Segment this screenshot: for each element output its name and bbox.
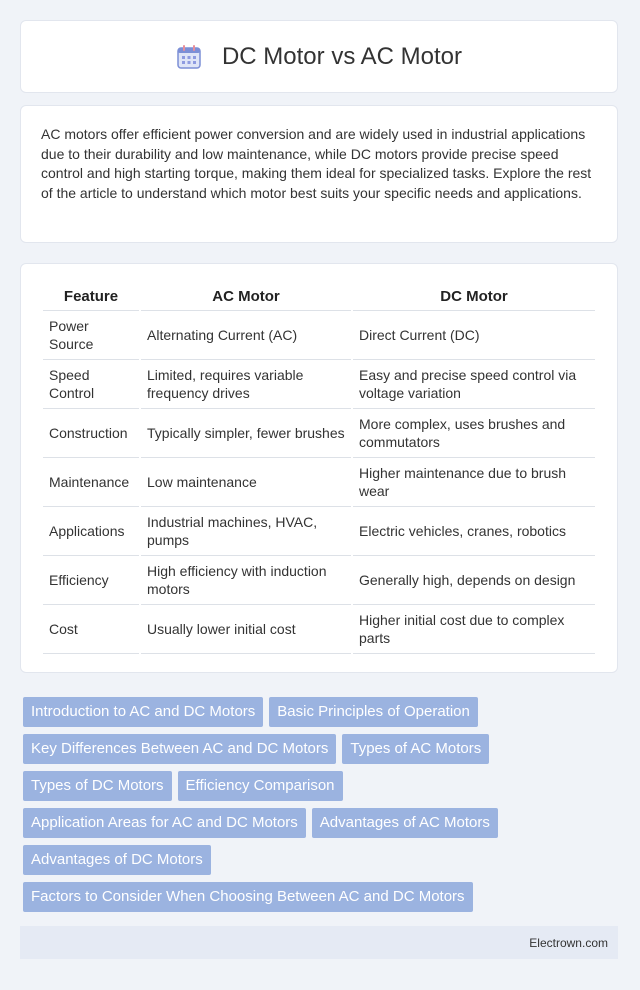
- table-cell-ac: Alternating Current (AC): [141, 311, 351, 360]
- table-cell-dc: Generally high, depends on design: [353, 556, 595, 605]
- column-header-ac-motor: AC Motor: [141, 282, 351, 311]
- table-row: [43, 360, 595, 409]
- table-row: [43, 458, 595, 507]
- table-cell-dc: Easy and precise speed control via voltage variation: [353, 360, 595, 409]
- comparison-table-card: [20, 263, 618, 673]
- table-cell-ac: Industrial machines, HVAC, pumps: [141, 507, 351, 556]
- table-header-row: [43, 282, 595, 311]
- table-cell-ac: Typically simpler, fewer brushes: [141, 409, 351, 458]
- table-row: [43, 311, 595, 360]
- intro-card: [20, 105, 618, 243]
- tag-link[interactable]: Basic Principles of Operation: [269, 697, 478, 727]
- calendar-icon: [176, 44, 202, 70]
- table-cell-feature: Maintenance: [43, 458, 139, 507]
- table-cell-ac: High efficiency with induction motors: [141, 556, 351, 605]
- tag-link[interactable]: Application Areas for AC and DC Motors: [23, 808, 306, 838]
- tag-link[interactable]: Advantages of AC Motors: [312, 808, 498, 838]
- tag-link[interactable]: Advantages of DC Motors: [23, 845, 211, 875]
- table-cell-feature: Power Source: [43, 311, 139, 360]
- tag-link[interactable]: Introduction to AC and DC Motors: [23, 697, 263, 727]
- tag-link[interactable]: Key Differences Between AC and DC Motors: [23, 734, 336, 764]
- table-cell-feature: Applications: [43, 507, 139, 556]
- table-row: [43, 507, 595, 556]
- table-cell-dc: Higher initial cost due to complex parts: [353, 605, 595, 654]
- tag-link[interactable]: Efficiency Comparison: [178, 771, 343, 801]
- footer-brand[interactable]: Electrown.com: [529, 935, 608, 950]
- table-cell-dc: Direct Current (DC): [353, 311, 595, 360]
- table-cell-feature: Speed Control: [43, 360, 139, 409]
- tag-link[interactable]: Types of AC Motors: [342, 734, 489, 764]
- table-row: [43, 556, 595, 605]
- intro-text: AC motors offer efficient power conversion and are widely used in industrial applications due to their durability and low maintenance, while DC motors provide precise speed control and high starting torque, making them ideal for specialized tasks. Explore the rest of the article to understand which motor best suits your specific needs and applications.: [41, 126, 592, 201]
- table-cell-dc: Higher maintenance due to brush wear: [353, 458, 595, 507]
- column-header-dc-motor: DC Motor: [353, 282, 595, 311]
- table-row: [43, 409, 595, 458]
- column-header-feature: Feature: [43, 282, 139, 311]
- table-cell-dc: Electric vehicles, cranes, robotics: [353, 507, 595, 556]
- table-cell-feature: Cost: [43, 605, 139, 654]
- table-row: [43, 605, 595, 654]
- page-title: DC Motor vs AC Motor: [221, 42, 463, 70]
- footer: [20, 926, 618, 959]
- table-cell-feature: Efficiency: [43, 556, 139, 605]
- table-cell-dc: More complex, uses brushes and commutators: [353, 409, 595, 458]
- table-cell-ac: Usually lower initial cost: [141, 605, 351, 654]
- title-card: [20, 20, 618, 93]
- tag-link[interactable]: Types of DC Motors: [23, 771, 172, 801]
- table-cell-feature: Construction: [43, 409, 139, 458]
- comparison-table: [41, 282, 597, 654]
- tag-link[interactable]: Factors to Consider When Choosing Between AC and DC Motors: [23, 882, 473, 912]
- topic-tags: [23, 697, 583, 919]
- table-cell-ac: Low maintenance: [141, 458, 351, 507]
- table-cell-ac: Limited, requires variable frequency drives: [141, 360, 351, 409]
